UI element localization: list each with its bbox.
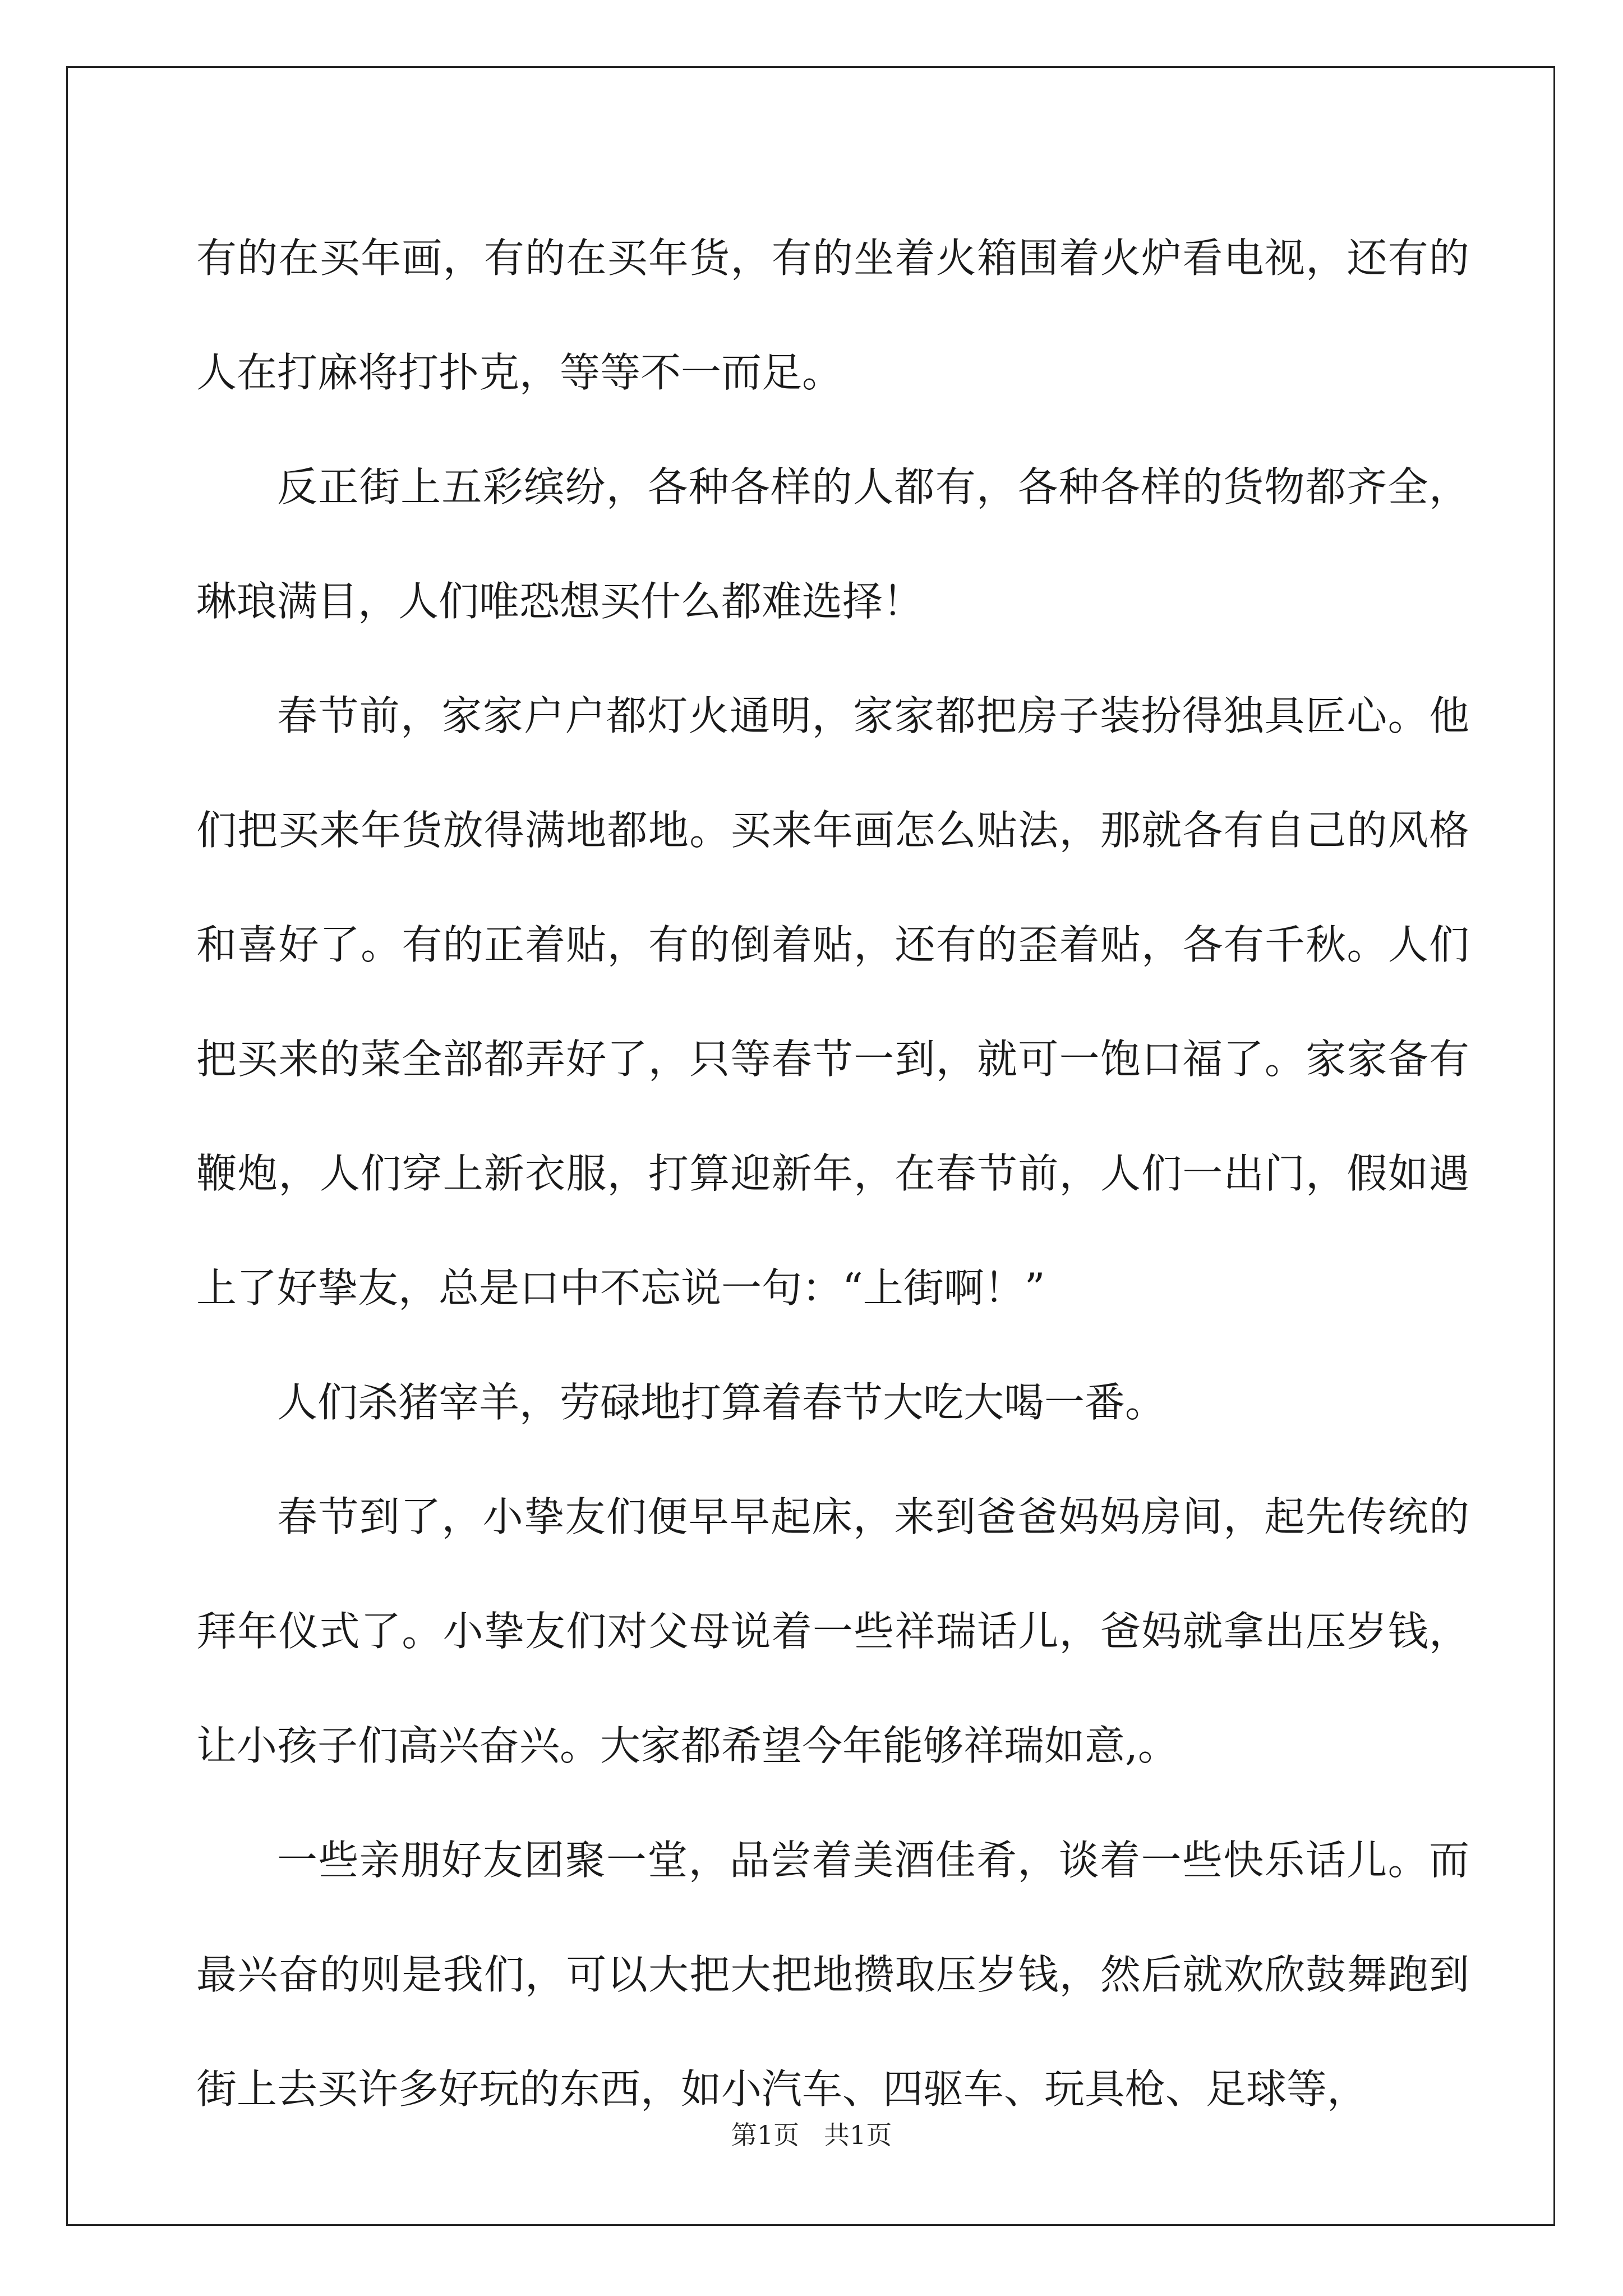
paragraph: 春节到了，小挚友们便早早起床，来到爸爸妈妈房间，起先传统的拜年仪式了。小挚友们对父母说着一些祥瑞话儿，爸妈就拿出压岁钱，让小孩子们高兴奋兴。大家都希望今年能够祥瑞如意,。 (196, 1493, 1469, 1769)
paragraph: 人们杀猪宰羊，劳碌地打算着春节大吃大喝一番。 (277, 1379, 1166, 1426)
page-footer (0, 2115, 1623, 2152)
paragraph: 反正街上五彩缤纷，各种各样的人都有，各种各样的货物都齐全，琳琅满目，人们唯恐想买什么都难选择！ (196, 463, 1469, 625)
paragraph: 一些亲朋好友团聚一堂，品尝着美酒佳肴，谈着一些快乐话儿。而最兴奋的则是我们，可以大把大把地攒取压岁钱，然后就欢欣鼓舞跑到街上去买许多好玩的东西，如小汽车、四驱车、玩具枪、足球等， (196, 1837, 1469, 2113)
paragraph: 春节前，家家户户都灯火通明，家家都把房子装扮得独具匠心。他们把买来年货放得满地都地。买来年画怎么贴法，那就各有自己的风格和喜好了。有的正着贴，有的倒着贴，还有的歪着贴，各有千秋。人们把买来的菜全部都弄好了，只等春节一到，就可一饱口福了。家家备有鞭炮，人们穿上新衣服，打算迎新年，在春节前，人们一出门，假如遇上了好挚友，总是口中不忘说一句：“上街啊！” (196, 692, 1469, 1312)
document-body (196, 201, 1469, 2146)
page-total: 共1页 (823, 2120, 892, 2150)
page-number: 第1页 (731, 2120, 800, 2150)
paragraph: 有的在买年画，有的在买年货，有的坐着火箱围着火炉看电视，还有的人在打麻将打扑克，等等不一而足。 (196, 234, 1469, 396)
